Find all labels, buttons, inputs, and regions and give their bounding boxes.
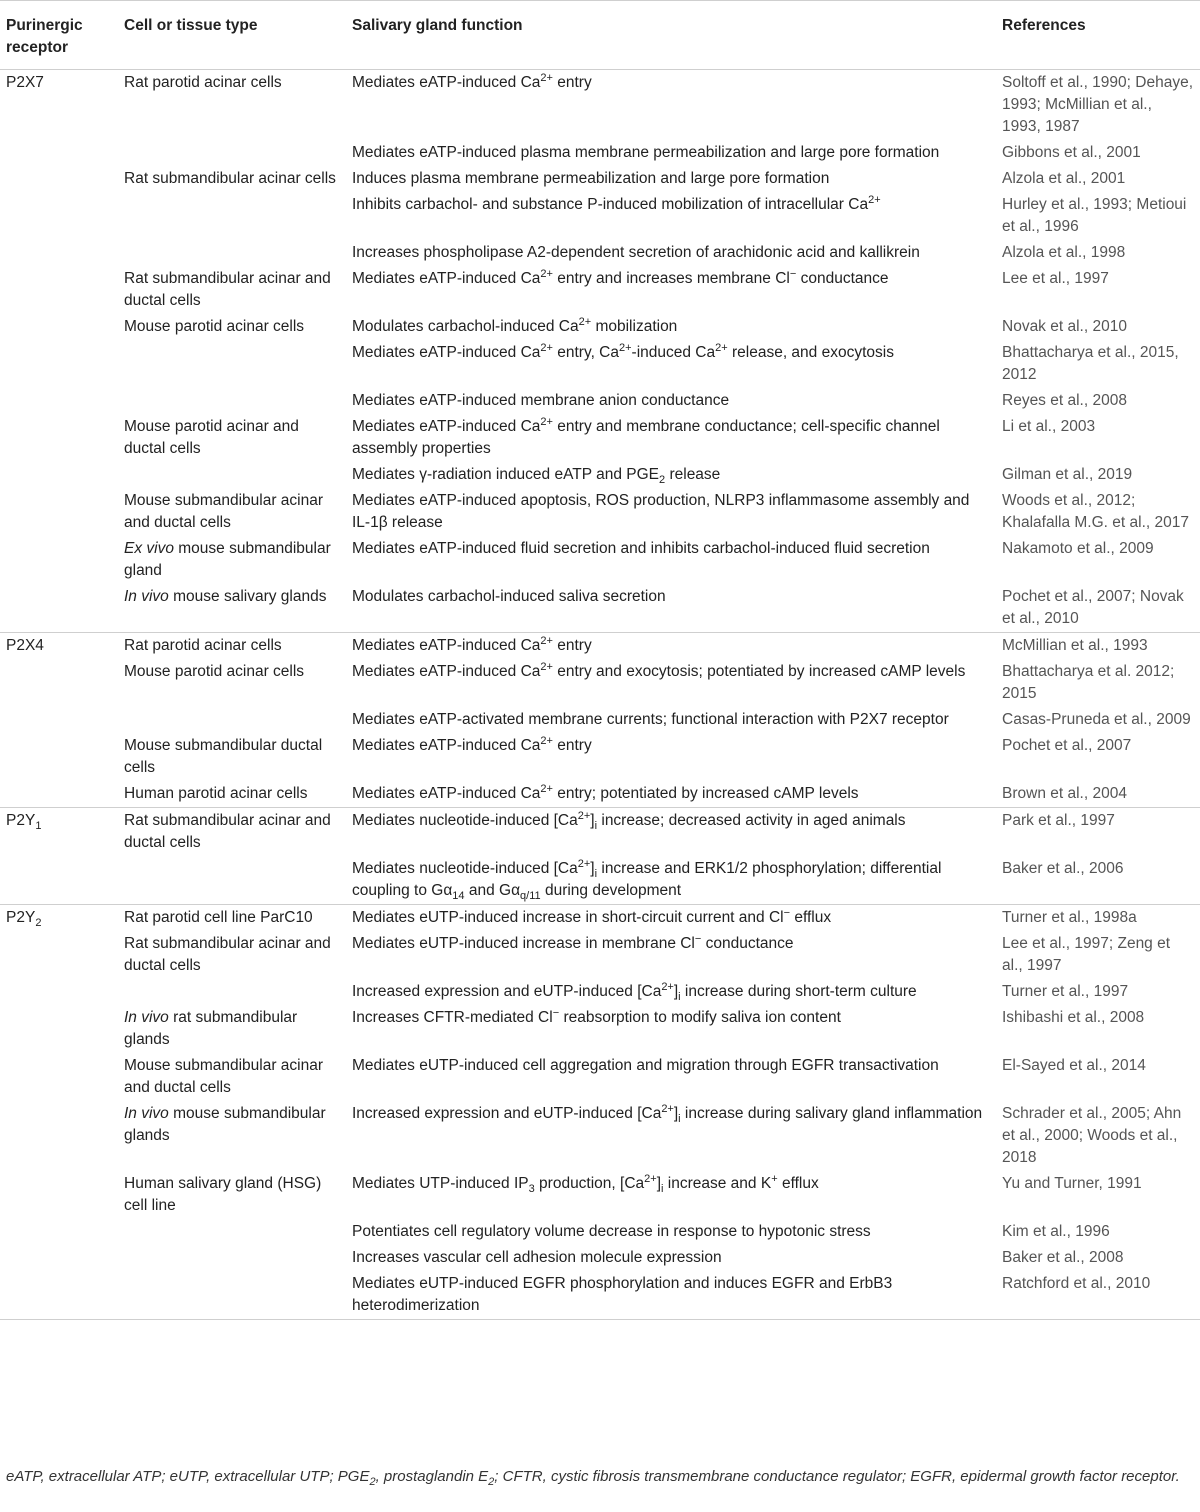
cell-type-cell: Mouse submandibular acinar and ductal cells bbox=[124, 1057, 324, 1096]
function-cell: Mediates γ-radiation induced eATP and $PGE_2$ release bbox=[352, 466, 721, 487]
table-row bbox=[0, 70, 1200, 141]
table-row bbox=[0, 340, 1200, 388]
function-cell: Mediates eATP-induced $Ca^{2+}$ entry bbox=[352, 71, 592, 91]
receptor-cell bbox=[0, 388, 118, 414]
receptor-cell bbox=[0, 266, 118, 314]
cell-type-cell: Rat parotid acinar cells bbox=[118, 633, 348, 660]
function-cell: Mediates UTP-induced $IP_3$ production, $[Ca^{2+}]_i$ increase and K+ efflux bbox=[352, 1172, 819, 1196]
receptor-cell bbox=[0, 140, 118, 166]
references-cell: Reyes et al., 2008 bbox=[1002, 392, 1127, 409]
receptor-cell bbox=[0, 462, 118, 488]
cell-type-cell: Mouse parotid acinar cells bbox=[124, 663, 305, 680]
table-row bbox=[0, 633, 1200, 660]
function-cell: Mediates eATP-induced $Ca^{2+}$ entry bbox=[352, 734, 592, 754]
references-cell: Alzola et al., 2001 bbox=[1002, 170, 1126, 187]
table-row bbox=[0, 536, 1200, 584]
cell-type-cell bbox=[118, 240, 348, 266]
receptor-cell bbox=[0, 979, 118, 1005]
table-row bbox=[0, 931, 1200, 979]
table-row bbox=[0, 979, 1200, 1005]
table-body bbox=[0, 70, 1200, 1320]
references-cell: Lee et al., 1997 bbox=[1002, 270, 1109, 287]
cell-type-cell: Rat submandibular acinar and ductal cells bbox=[118, 808, 348, 857]
references-cell: Novak et al., 2010 bbox=[1002, 318, 1127, 335]
table-row bbox=[0, 905, 1200, 932]
table-footnote: eATP, extracellular ATP; eUTP, extracellular UTP; $PGE_2$, prostaglandin $E_2$; CFTR, cystic fibrosis transmembrane conductance regulator; EGFR, epidermal growth factor receptor. bbox=[6, 1468, 1180, 1488]
references-cell: McMillian et al., 1993 bbox=[998, 633, 1200, 660]
references-cell: Li et al., 2003 bbox=[1002, 418, 1096, 435]
references-cell: Nakamoto et al., 2009 bbox=[1002, 540, 1154, 557]
cell-type-cell bbox=[118, 140, 348, 166]
references-cell: Yu and Turner, 1991 bbox=[1002, 1175, 1142, 1192]
references-cell: Ishibashi et al., 2008 bbox=[1002, 1009, 1145, 1026]
cell-type-cell bbox=[118, 1271, 348, 1320]
cell-type-cell: In vivo mouse submandibular glands bbox=[124, 1105, 326, 1144]
cell-type-cell: Rat parotid acinar cells bbox=[124, 74, 282, 91]
cell-type-cell: Ex vivo mouse submandibular gland bbox=[124, 540, 331, 579]
function-cell: Mediates eUTP-induced cell aggregation and migration through EGFR transactivation bbox=[352, 1057, 939, 1074]
references-cell: Lee et al., 1997; Zeng et al., 1997 bbox=[1002, 935, 1171, 974]
function-cell: Increased expression and eUTP-induced $[Ca^{2+}]_i$ increase during salivary gland inflammation bbox=[352, 1102, 983, 1126]
function-cell: Increases phospholipase A2-dependent secretion of arachidonic acid and kallikrein bbox=[352, 244, 920, 261]
receptor-cell bbox=[0, 931, 118, 979]
cell-type-cell: Rat submandibular acinar and ductal cells bbox=[124, 270, 331, 309]
function-cell: Mediates eATP-induced $Ca^{2+}$ entry bbox=[348, 633, 998, 660]
table-row bbox=[0, 733, 1200, 781]
function-cell: Mediates eATP-induced $Ca^{2+}$ entry and exocytosis; potentiated by increased cAMP levels bbox=[352, 660, 966, 680]
receptor-cell bbox=[0, 240, 118, 266]
cell-type-cell bbox=[118, 1219, 348, 1245]
table-row bbox=[0, 1101, 1200, 1171]
cell-type-cell: Mouse submandibular acinar and ductal cells bbox=[124, 492, 324, 531]
function-cell: Mediates eATP-induced apoptosis, ROS production, NLRP3 inflammasome assembly and IL-1β release bbox=[352, 492, 970, 531]
references-cell: Park et al., 1997 bbox=[998, 808, 1200, 857]
function-cell: Modulates carbachol-induced saliva secretion bbox=[352, 588, 666, 605]
references-cell: El-Sayed et al., 2014 bbox=[1002, 1057, 1146, 1074]
receptor-cell bbox=[0, 1101, 118, 1171]
cell-type-cell bbox=[118, 707, 348, 733]
table-row bbox=[0, 584, 1200, 633]
function-cell: Mediates nucleotide-induced $[Ca^{2+}]_i$ increase and ERK1/2 phosphorylation; differential coupling to $G\alpha_{14}$ and $G\alpha_{q/11}$ during development bbox=[352, 857, 942, 903]
cell-type-cell: In vivo rat submandibular glands bbox=[124, 1009, 298, 1048]
receptor-cell bbox=[0, 536, 118, 584]
cell-type-cell bbox=[118, 1245, 348, 1271]
header-row bbox=[0, 1, 1200, 70]
header-function: Salivary gland function bbox=[352, 17, 523, 34]
table-row bbox=[0, 388, 1200, 414]
table-row bbox=[0, 856, 1200, 905]
function-cell: Mediates eATP-induced $Ca^{2+}$ entry; potentiated by increased cAMP levels bbox=[352, 782, 859, 802]
references-cell: Woods et al., 2012; Khalafalla M.G. et al., 2017 bbox=[1002, 492, 1189, 531]
receptor-cell bbox=[0, 1219, 118, 1245]
table-row bbox=[0, 1053, 1200, 1101]
table-row bbox=[0, 659, 1200, 707]
function-cell: Mediates eUTP-induced increase in membrane Cl− conductance bbox=[352, 932, 794, 952]
table-row bbox=[0, 266, 1200, 314]
references-cell: Casas-Pruneda et al., 2009 bbox=[1002, 711, 1191, 728]
function-cell: Increases vascular cell adhesion molecule expression bbox=[352, 1249, 722, 1266]
table-row bbox=[0, 1171, 1200, 1219]
cell-type-cell: Mouse parotid acinar and ductal cells bbox=[124, 418, 299, 457]
references-cell: Gilman et al., 2019 bbox=[1002, 466, 1133, 483]
function-cell: Increased expression and eUTP-induced $[Ca^{2+}]_i$ increase during short-term culture bbox=[352, 980, 917, 1004]
references-cell: Hurley et al., 1993; Metioui et al., 1996 bbox=[1002, 196, 1187, 235]
references-cell: Schrader et al., 2005; Ahn et al., 2000; Woods et al., 2018 bbox=[1002, 1105, 1182, 1166]
references-cell: Pochet et al., 2007 bbox=[1002, 737, 1132, 754]
header-references: References bbox=[1002, 17, 1086, 34]
function-cell: Mediates eATP-induced plasma membrane permeabilization and large pore formation bbox=[352, 144, 940, 161]
receptor-cell: P2X7 bbox=[6, 74, 44, 91]
table-row bbox=[0, 808, 1200, 857]
table-row bbox=[0, 1245, 1200, 1271]
receptor-cell bbox=[0, 192, 118, 240]
references-cell: Ratchford et al., 2010 bbox=[998, 1271, 1200, 1320]
cell-type-cell bbox=[118, 979, 348, 1005]
function-cell: Modulates carbachol-induced $Ca^{2+}$ mobilization bbox=[352, 315, 678, 335]
references-cell: Soltoff et al., 1990; Dehaye, 1993; McMillian et al., 1993, 1987 bbox=[1002, 74, 1194, 135]
cell-type-cell bbox=[118, 388, 348, 414]
receptor-cell bbox=[0, 659, 118, 707]
table-row bbox=[0, 414, 1200, 462]
table-row bbox=[0, 1005, 1200, 1053]
receptor-cell: $P2Y_1$ bbox=[0, 808, 118, 857]
references-cell: Turner et al., 1997 bbox=[1002, 983, 1129, 1000]
cell-type-cell: Rat submandibular acinar cells bbox=[124, 170, 336, 187]
header-cell-type: Cell or tissue type bbox=[124, 17, 258, 34]
cell-type-cell bbox=[118, 340, 348, 388]
receptor-cell bbox=[0, 584, 118, 633]
receptor-cell bbox=[0, 414, 118, 462]
table-row bbox=[0, 1219, 1200, 1245]
receptor-cell bbox=[0, 1005, 118, 1053]
header-receptor: Purinergic receptor bbox=[6, 17, 83, 56]
references-cell: Baker et al., 2006 bbox=[1002, 860, 1124, 877]
cell-type-cell: Human parotid acinar cells bbox=[124, 785, 308, 802]
function-cell: Mediates eUTP-induced EGFR phosphorylation and induces EGFR and ErbB3 heterodimerization bbox=[348, 1271, 998, 1320]
receptor-cell: P2X4 bbox=[0, 633, 118, 660]
cell-type-cell bbox=[118, 856, 348, 905]
table-row bbox=[0, 240, 1200, 266]
table-row bbox=[0, 781, 1200, 808]
table-row bbox=[0, 488, 1200, 536]
function-cell: Mediates eATP-induced membrane anion conductance bbox=[352, 392, 730, 409]
receptor-cell bbox=[0, 1271, 118, 1320]
references-cell: Brown et al., 2004 bbox=[1002, 785, 1127, 802]
function-cell: Potentiates cell regulatory volume decrease in response to hypotonic stress bbox=[352, 1223, 871, 1240]
receptor-cell bbox=[0, 1053, 118, 1101]
receptor-cell bbox=[0, 733, 118, 781]
references-cell: Bhattacharya et al., 2015, 2012 bbox=[1002, 344, 1179, 383]
function-cell: Mediates eATP-induced $Ca^{2+}$ entry and increases membrane Cl− conductance bbox=[352, 267, 889, 287]
cell-type-cell: In vivo mouse salivary glands bbox=[124, 588, 327, 605]
cell-type-cell: Rat submandibular acinar and ductal cells bbox=[124, 935, 331, 974]
references-cell: Bhattacharya et al. 2012; 2015 bbox=[1002, 663, 1175, 702]
references-cell: Kim et al., 1996 bbox=[1002, 1223, 1110, 1240]
table-row bbox=[0, 140, 1200, 166]
function-cell: Mediates nucleotide-induced $[Ca^{2+}]_i$ increase; decreased activity in aged animals bbox=[348, 808, 998, 857]
function-cell: Mediates eUTP-induced increase in short-circuit current and Cl− efflux bbox=[348, 905, 998, 932]
table-header bbox=[0, 1, 1200, 70]
references-cell: Alzola et al., 1998 bbox=[1002, 244, 1126, 261]
cell-type-cell bbox=[118, 192, 348, 240]
receptor-cell bbox=[0, 340, 118, 388]
receptor-cell bbox=[0, 707, 118, 733]
table-row bbox=[0, 1271, 1200, 1320]
receptor-cell bbox=[0, 166, 118, 192]
cell-type-cell bbox=[118, 462, 348, 488]
function-cell: Induces plasma membrane permeabilization and large pore formation bbox=[352, 170, 830, 187]
receptor-cell bbox=[0, 488, 118, 536]
references-cell: Gibbons et al., 2001 bbox=[1002, 144, 1141, 161]
receptor-cell bbox=[0, 1245, 118, 1271]
function-cell: Mediates eATP-induced fluid secretion and inhibits carbachol-induced fluid secretion bbox=[352, 540, 930, 557]
receptor-cell bbox=[0, 856, 118, 905]
references-cell: Baker et al., 2008 bbox=[1002, 1249, 1124, 1266]
table-row bbox=[0, 314, 1200, 340]
table-row bbox=[0, 707, 1200, 733]
table-row bbox=[0, 192, 1200, 240]
cell-type-cell: Rat parotid cell line ParC10 bbox=[118, 905, 348, 932]
table-row bbox=[0, 462, 1200, 488]
cell-type-cell: Mouse parotid acinar cells bbox=[124, 318, 305, 335]
receptor-cell bbox=[0, 314, 118, 340]
cell-type-cell: Human salivary gland (HSG) cell line bbox=[124, 1175, 322, 1214]
receptor-cell bbox=[0, 781, 118, 808]
function-cell: Mediates eATP-activated membrane currents; functional interaction with P2X7 receptor bbox=[352, 711, 949, 728]
cell-type-cell: Mouse submandibular ductal cells bbox=[124, 737, 323, 776]
table-row bbox=[0, 166, 1200, 192]
function-cell: Increases CFTR-mediated Cl− reabsorption to modify saliva ion content bbox=[352, 1006, 841, 1026]
references-cell: Pochet et al., 2007; Novak et al., 2010 bbox=[1002, 588, 1184, 627]
receptor-cell bbox=[0, 1171, 118, 1219]
function-cell: Mediates eATP-induced $Ca^{2+}$ entry and membrane conductance; cell-specific channel assembly properties bbox=[352, 415, 940, 457]
references-cell: Turner et al., 1998a bbox=[998, 905, 1200, 932]
function-cell: Mediates eATP-induced $Ca^{2+}$ entry, $Ca^{2+}$-induced $Ca^{2+}$ release, and exocytosis bbox=[352, 341, 894, 361]
function-cell: Inhibits carbachol- and substance P-induced mobilization of intracellular $Ca^{2+}$ bbox=[352, 193, 881, 213]
receptor-cell: $P2Y_2$ bbox=[0, 905, 118, 932]
